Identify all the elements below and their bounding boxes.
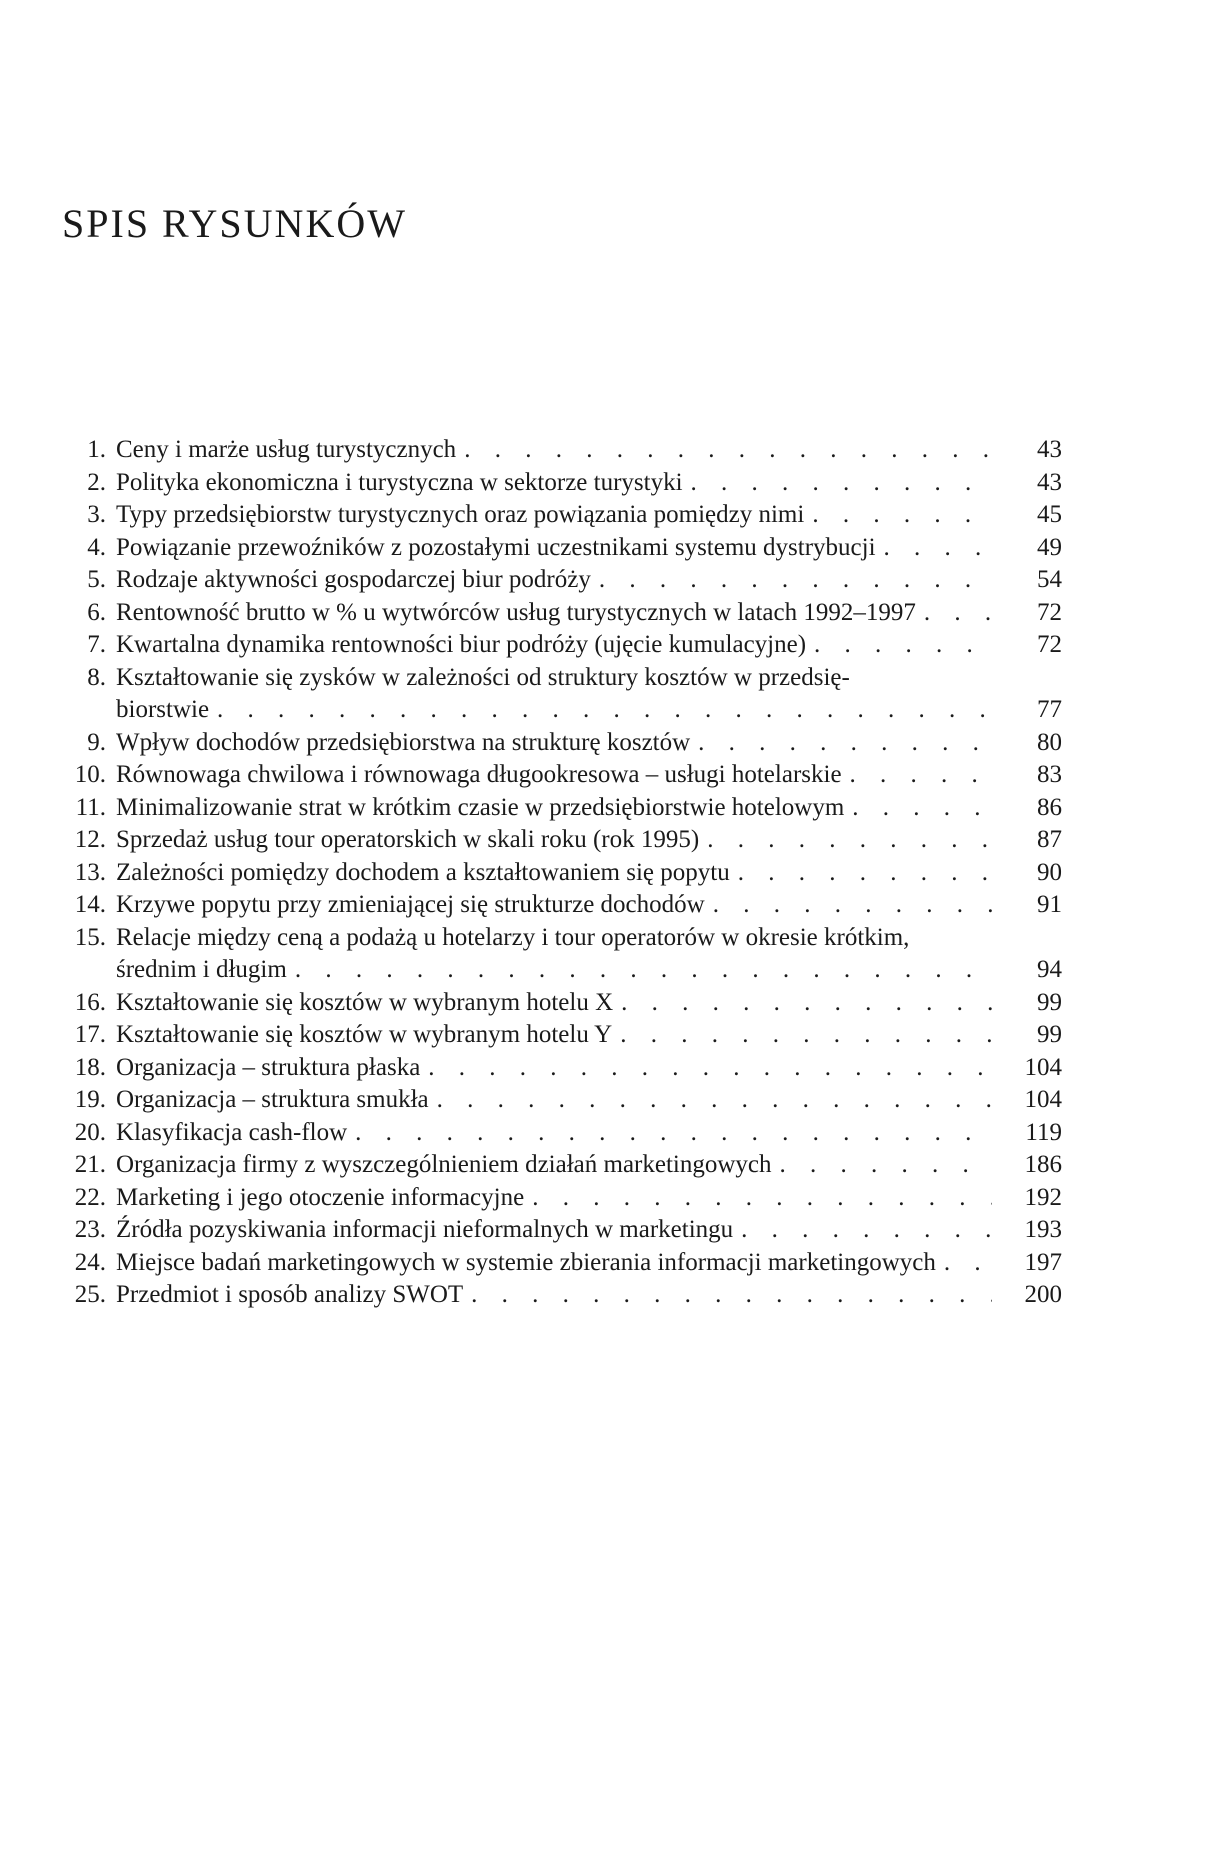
figure-title-last-line <box>116 1084 1062 1117</box>
figure-entry <box>62 824 1062 857</box>
page-number: 83 <box>1037 761 1062 788</box>
page-number: 119 <box>1025 1118 1062 1146</box>
dot-leader <box>456 434 992 467</box>
dot-leader <box>209 694 992 727</box>
figure-title-last-line <box>116 467 1062 500</box>
figure-title-last-line <box>116 954 1062 987</box>
figure-entry-body <box>106 662 1062 727</box>
page-number: 77 <box>1037 696 1062 723</box>
figure-entry-body <box>106 1214 1062 1247</box>
figure-title-last-line <box>116 1214 1062 1247</box>
figure-title-line: Powiązanie przewoźników z pozostałymi uczestnikami systemu dystrybucji <box>116 533 876 561</box>
page-number: 99 <box>1037 1021 1062 1048</box>
figure-title-line: Kształtowanie się kosztów w wybranym hotelu Y <box>116 1021 613 1048</box>
figure-title-line: Typy przedsiębiorstw turystycznych oraz powiązania pomiędzy nimi <box>116 501 805 528</box>
figure-title-line: Krzywe popytu przy zmieniającej się strukturze dochodów <box>116 891 705 918</box>
figure-title-last-line <box>116 532 1062 565</box>
figure-title-line: Równowaga chwilowa i równowaga długookresowa – usługi hotelarskie <box>116 761 842 788</box>
figure-title-last-line <box>116 1149 1062 1182</box>
page-number: 72 <box>1037 631 1062 658</box>
figure-entry <box>62 1052 1062 1085</box>
page-number: 104 <box>1024 1086 1062 1113</box>
dot-leader <box>772 1149 992 1182</box>
dot-leader <box>524 1182 992 1215</box>
figure-entry-body <box>106 792 1062 825</box>
dot-leader <box>842 759 992 792</box>
page-number: 193 <box>1024 1216 1062 1243</box>
dot-leader <box>420 1052 992 1085</box>
figure-title-line: Przedmiot i sposób analizy SWOT <box>116 1281 464 1308</box>
dot-leader <box>429 1084 992 1117</box>
figure-title-last-line <box>116 1117 1062 1150</box>
figure-entry-body <box>106 759 1062 792</box>
figure-title-line: Zależności pomiędzy dochodem a kształtowaniem się popytu <box>116 858 730 886</box>
dot-leader <box>347 1117 992 1150</box>
figure-number: 25. <box>74 1281 106 1308</box>
page-number: 186 <box>1024 1151 1062 1178</box>
figure-number: 8. <box>87 663 106 691</box>
figure-title-line: Marketing i jego otoczenie informacyjne <box>116 1183 525 1211</box>
figure-entry <box>62 532 1062 565</box>
figure-number: 22. <box>74 1183 106 1211</box>
figure-entry-body <box>106 1084 1062 1117</box>
dot-leader <box>936 1247 992 1280</box>
page-number: 72 <box>1037 598 1062 626</box>
figure-number: 20. <box>74 1118 106 1146</box>
figure-entry-body <box>106 857 1062 890</box>
figure-entry-body <box>106 532 1062 565</box>
figure-title-last-line <box>116 597 1062 630</box>
figure-entry-body <box>106 1052 1062 1085</box>
figure-title-line: Kształtowanie się zysków w zależności od struktury kosztów w przedsię- <box>116 663 850 691</box>
figure-title-line: Rodzaje aktywności gospodarczej biur podróży <box>116 566 591 593</box>
figure-entry-body <box>106 499 1062 532</box>
dot-leader <box>612 1019 992 1052</box>
figure-title-last-line <box>116 727 1062 760</box>
figure-entry <box>62 629 1062 662</box>
figure-title-last-line <box>116 694 1062 727</box>
figure-title-last-line <box>116 434 1062 467</box>
dot-leader <box>699 824 992 857</box>
page-number: 80 <box>1037 728 1062 756</box>
page-number: 91 <box>1037 891 1062 918</box>
figure-number: 24. <box>74 1248 106 1276</box>
figure-title-line: biorstwie <box>116 696 210 723</box>
figure-title-line: Organizacja – struktura smukła <box>116 1086 429 1113</box>
figure-number: 23. <box>74 1216 106 1243</box>
figure-number: 12. <box>74 826 106 853</box>
figure-number: 7. <box>87 631 106 658</box>
figure-entry-body <box>106 629 1062 662</box>
figure-entry-body <box>106 467 1062 500</box>
figure-title-line: Ceny i marże usług turystycznych <box>116 436 457 463</box>
dot-leader <box>287 954 992 987</box>
figure-entry <box>62 597 1062 630</box>
figure-title-last-line <box>116 629 1062 662</box>
figure-number: 9. <box>87 728 106 756</box>
figure-entry-body <box>106 922 1062 987</box>
figure-title-last-line <box>116 857 1062 890</box>
figure-title-last-line <box>116 1182 1062 1215</box>
figure-entry <box>62 434 1062 467</box>
figure-entry-body <box>106 1149 1062 1182</box>
figure-title-last-line <box>116 1247 1062 1280</box>
figure-entry-body <box>106 824 1062 857</box>
dot-leader <box>613 987 992 1020</box>
dot-leader <box>591 564 992 597</box>
dot-leader <box>916 597 992 630</box>
figure-title-last-line <box>116 889 1062 922</box>
figure-number: 17. <box>74 1021 106 1048</box>
figure-title-line: Minimalizowanie strat w krótkim czasie w przedsiębiorstwie hotelowym <box>116 793 845 821</box>
figure-title-line: Organizacja firmy z wyszczególnieniem działań marketingowych <box>116 1151 772 1178</box>
figure-entry-body <box>106 1279 1062 1312</box>
figure-entry <box>62 987 1062 1020</box>
figure-title-line: Kształtowanie się kosztów w wybranym hotelu X <box>116 988 614 1016</box>
figure-title-line: Klasyfikacja cash-flow <box>116 1118 348 1146</box>
figure-title-last-line <box>116 564 1062 597</box>
figure-entry <box>62 1084 1062 1117</box>
figure-entry-body <box>106 1019 1062 1052</box>
figure-title-line: średnim i długim <box>116 956 287 983</box>
figure-entry <box>62 1214 1062 1247</box>
dot-leader <box>804 499 992 532</box>
page-number: 54 <box>1037 566 1062 593</box>
figure-entry <box>62 922 1062 987</box>
figure-title-line: Miejsce badań marketingowych w systemie zbierania informacji marketingowych <box>116 1248 936 1276</box>
dot-leader <box>690 727 992 760</box>
figure-title-last-line <box>116 1279 1062 1312</box>
figure-entry <box>62 1182 1062 1215</box>
figure-number: 18. <box>74 1053 106 1081</box>
figure-title-line: Polityka ekonomiczna i turystyczna w sektorze turystyki <box>116 468 683 496</box>
figure-number: 15. <box>74 923 106 951</box>
figure-entry-body <box>106 1247 1062 1280</box>
figure-entry-body <box>106 1182 1062 1215</box>
figure-title-last-line <box>116 759 1062 792</box>
figure-number: 1. <box>87 436 106 463</box>
figure-entry <box>62 499 1062 532</box>
figure-title-last-line <box>116 792 1062 825</box>
figure-title-line: Źródła pozyskiwania informacji nieformalnych w marketingu <box>116 1216 734 1243</box>
figure-entry <box>62 1019 1062 1052</box>
figure-entry <box>62 1247 1062 1280</box>
dot-leader <box>730 857 992 890</box>
figure-entry-body <box>106 889 1062 922</box>
figure-number: 3. <box>87 501 106 528</box>
figure-number: 10. <box>74 761 106 788</box>
figure-title-line: Rentowność brutto w % u wytwórców usług turystycznych w latach 1992–1997 <box>116 598 916 626</box>
figure-title-line: Kwartalna dynamika rentowności biur podróży (ujęcie kumulacyjne) <box>116 631 807 658</box>
figure-entry-body <box>106 727 1062 760</box>
figure-number: 14. <box>74 891 106 918</box>
figure-title-last-line <box>116 1052 1062 1085</box>
figure-entry <box>62 759 1062 792</box>
figure-title-last-line <box>116 987 1062 1020</box>
figure-title-line: Sprzedaż usług tour operatorskich w skali roku (rok 1995) <box>116 826 700 853</box>
page-number: 104 <box>1024 1053 1062 1081</box>
figure-number: 4. <box>87 533 106 561</box>
figure-title-last-line <box>116 1019 1062 1052</box>
figure-number: 5. <box>87 566 106 593</box>
page-number: 87 <box>1037 826 1062 853</box>
figure-number: 6. <box>87 598 106 626</box>
figure-entry <box>62 662 1062 727</box>
page-number: 200 <box>1024 1281 1062 1308</box>
figure-list <box>62 434 1062 1312</box>
figure-number: 19. <box>74 1086 106 1113</box>
page-number: 45 <box>1037 501 1062 528</box>
figure-title-last-line <box>116 499 1062 532</box>
figure-title-line: Relacje między ceną a podażą u hotelarzy i tour operatorów w okresie krótkim, <box>116 923 910 951</box>
figure-entry-body <box>106 597 1062 630</box>
figure-entry <box>62 564 1062 597</box>
figure-title-line: Wpływ dochodów przedsiębiorstwa na strukturę kosztów <box>116 728 691 756</box>
figure-number: 21. <box>74 1151 106 1178</box>
dot-leader <box>844 792 992 825</box>
page-number: 90 <box>1037 858 1062 886</box>
dot-leader <box>705 889 992 922</box>
figure-entry-body <box>106 564 1062 597</box>
page-number: 49 <box>1037 533 1062 561</box>
figure-entry <box>62 889 1062 922</box>
figure-number: 2. <box>87 468 106 496</box>
figure-entry-body <box>106 987 1062 1020</box>
figure-number: 11. <box>75 793 106 821</box>
page-number: 43 <box>1037 468 1062 496</box>
figure-number: 16. <box>74 988 106 1016</box>
page-number: 192 <box>1024 1183 1062 1211</box>
dot-leader <box>876 532 992 565</box>
figure-entry <box>62 1149 1062 1182</box>
figure-entry <box>62 467 1062 500</box>
page-number: 197 <box>1024 1248 1062 1276</box>
figure-number: 13. <box>74 858 106 886</box>
figure-entry-body <box>106 1117 1062 1150</box>
figure-entry <box>62 1279 1062 1312</box>
page-number: 99 <box>1037 988 1062 1016</box>
page-title: SPIS RYSUNKÓW <box>62 201 407 246</box>
dot-leader <box>683 467 992 500</box>
dot-leader <box>733 1214 992 1247</box>
page-number: 94 <box>1037 956 1062 983</box>
page-number: 86 <box>1037 793 1062 821</box>
figure-entry <box>62 857 1062 890</box>
page-number: 43 <box>1037 436 1062 463</box>
figure-entry-body <box>106 434 1062 467</box>
figure-entry <box>62 792 1062 825</box>
figure-title-last-line <box>116 824 1062 857</box>
figure-title-line: Organizacja – struktura płaska <box>116 1053 421 1081</box>
figure-entry <box>62 1117 1062 1150</box>
dot-leader <box>806 629 992 662</box>
dot-leader <box>463 1279 992 1312</box>
figure-entry <box>62 727 1062 760</box>
